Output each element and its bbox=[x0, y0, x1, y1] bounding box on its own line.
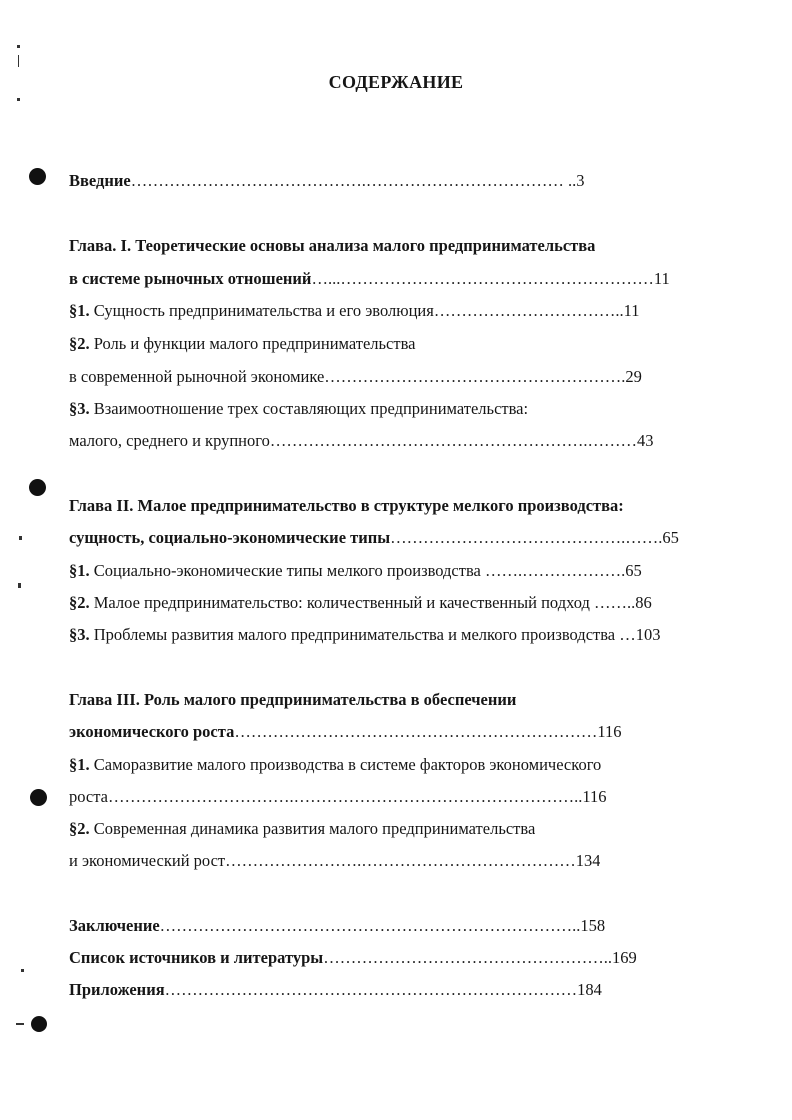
scan-speck bbox=[21, 969, 24, 972]
binder-hole-mark bbox=[29, 168, 46, 185]
toc-chapter-3-title: Глава III. Роль малого предпринимательства в обеспечении bbox=[69, 690, 517, 709]
toc-chapter-3-title-cont: экономического роста…………………………………………………………116 bbox=[69, 722, 622, 741]
toc-section-1-2: §2. Роль и функции малого предпринимательства bbox=[69, 334, 416, 353]
toc-section-2-3: §3. Проблемы развития малого предпринимательства и мелкого производства …103 bbox=[69, 625, 661, 644]
binder-hole-mark bbox=[31, 1016, 47, 1032]
toc-section-3-1-cont: роста…………………………….……………………………………………..116 bbox=[69, 787, 607, 806]
toc-section-2-1: §1. Социально-экономические типы мелкого производства …….……………….65 bbox=[69, 561, 642, 580]
toc-section-3-2-cont: и экономический рост…………………….…………………………………134 bbox=[69, 851, 601, 870]
toc-conclusion: Заключение…………………………………………………………………..158 bbox=[69, 916, 606, 935]
toc-section-3-2: §2. Современная динамика развития малого предпринимательства bbox=[69, 819, 536, 838]
toc-section-1-2-cont: в современной рыночной экономике……………………………………………….29 bbox=[69, 367, 642, 386]
toc-section-1-3: §3. Взаимоотношение трех составляющих предпринимательства: bbox=[69, 399, 529, 418]
scan-speck bbox=[19, 536, 22, 540]
toc-appendices: Приложения…………………………………………………………………184 bbox=[69, 980, 602, 999]
toc-chapter-2-title-cont: сущность, социально-экономические типы…………………………………….…….65 bbox=[69, 528, 679, 547]
scan-speck bbox=[17, 45, 20, 48]
page-title: СОДЕРЖАНИЕ bbox=[328, 72, 464, 92]
scan-speck bbox=[16, 1023, 24, 1025]
toc-references: Список источников и литературы……………………………………………..169 bbox=[69, 948, 637, 967]
toc-chapter-1-title: Глава. I. Теоретические основы анализа малого предпринимательства bbox=[69, 236, 596, 255]
scan-speck bbox=[17, 98, 20, 101]
toc-section-2-2: §2. Малое предпринимательство: количественный и качественный подход ……..86 bbox=[69, 593, 652, 612]
toc-chapter-2-title: Глава II. Малое предпринимательство в структуре мелкого производства: bbox=[69, 496, 624, 515]
scan-speck bbox=[18, 55, 19, 67]
binder-hole-mark bbox=[29, 479, 46, 496]
scan-speck bbox=[18, 583, 21, 588]
toc-chapter-1-title-cont: в системе рыночных отношений…...…………………………………………………11 bbox=[69, 269, 670, 288]
toc-section-1-3-cont: малого, среднего и крупного………………………………………………….………43 bbox=[69, 431, 654, 450]
binder-hole-mark bbox=[30, 789, 47, 806]
toc-section-1-1: §1. Сущность предпринимательства и его эволюция……………………………..11 bbox=[69, 301, 640, 320]
toc-entry-introduction: Введние…………………………………….……………………………… ..3 bbox=[69, 171, 585, 190]
toc-section-3-1: §1. Саморазвитие малого производства в системе факторов экономического bbox=[69, 755, 602, 774]
